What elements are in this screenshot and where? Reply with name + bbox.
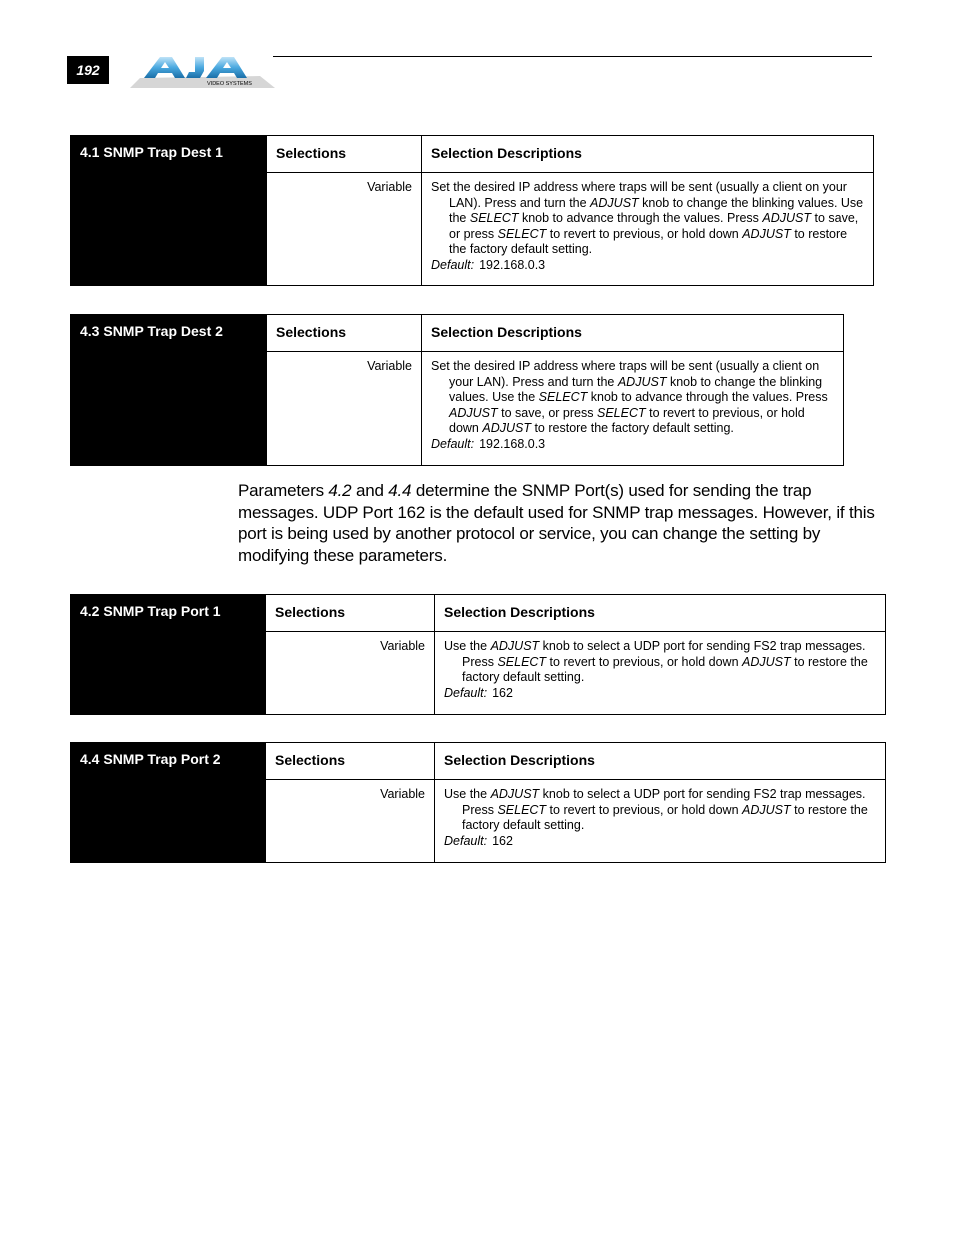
default-line [444,686,876,702]
description-text: Use the ADJUST knob to select a UDP port for sending FS2 trap messages. Press SELECT to revert to previous, or hold down ADJUST to restore the factory default setting. [444,639,868,685]
selection-value: Variable [266,632,435,715]
selection-value: Variable [266,780,435,863]
header-rule [273,56,872,57]
selection-description [422,352,844,466]
param-name: 4.1 SNMP Trap Dest 1 [71,136,267,286]
selection-value: Variable [267,352,422,466]
default-label: Default: [444,685,488,700]
selection-description [435,780,886,863]
default-label: Default: [431,257,475,272]
default-value: 162 [492,833,513,848]
param-name: 4.2 SNMP Trap Port 1 [71,595,266,715]
description-text: Set the desired IP address where traps will be sent (usually a client on your LAN). Press and turn the ADJUST knob to change the blinking values. Use the SELECT knob to advance through the values. Press ADJUST to save, or press SELECT to revert to previous, or hold down ADJUST to restore the factory default setting. [431,180,864,257]
selections-header: Selections [266,743,435,780]
param-table-trap-dest-1 [70,135,874,286]
param-name: 4.4 SNMP Trap Port 2 [71,743,266,863]
default-value: 192.168.0.3 [479,436,546,451]
default-label: Default: [431,436,475,451]
default-value: 162 [492,685,513,700]
descriptions-header: Selection Descriptions [422,315,844,352]
default-line [431,437,834,453]
selection-value: Variable [267,173,422,286]
default-line [444,834,876,850]
aja-logo-graphic [130,54,275,88]
param-table-trap-port-2 [70,742,886,863]
default-line [431,258,864,274]
body-paragraph: Parameters 4.2 and 4.4 determine the SNMP Port(s) used for sending the trap messages. UDP Port 162 is the default used for SNMP trap messages. However, if this port is being used by another protocol or service, you can change the setting by modifying these parameters. [238,481,875,566]
selection-description [435,632,886,715]
default-value: 192.168.0.3 [479,257,546,272]
default-label: Default: [444,833,488,848]
descriptions-header: Selection Descriptions [435,595,886,632]
selections-header: Selections [267,315,422,352]
param-table-trap-port-1 [70,594,886,715]
param-table-trap-dest-2 [70,314,844,466]
param-name: 4.3 SNMP Trap Dest 2 [71,315,267,466]
description-text: Use the ADJUST knob to select a UDP port for sending FS2 trap messages. Press SELECT to revert to previous, or hold down ADJUST to restore the factory default setting. [444,787,868,833]
selections-header: Selections [267,136,422,173]
selections-header: Selections [266,595,435,632]
aja-logo [130,54,275,88]
descriptions-header: Selection Descriptions [435,743,886,780]
selection-description [422,173,874,286]
page-number: 192 [67,56,109,84]
logo-subtext: VIDEO SYSTEMS [207,81,252,87]
description-text: Set the desired IP address where traps will be sent (usually a client on your LAN). Press and turn the ADJUST knob to change the blinking values. Use the SELECT knob to advance through the values. Press ADJUST to save, or press SELECT to revert to previous, or hold down ADJUST to restore the factory default setting. [431,359,828,436]
descriptions-header: Selection Descriptions [422,136,874,173]
